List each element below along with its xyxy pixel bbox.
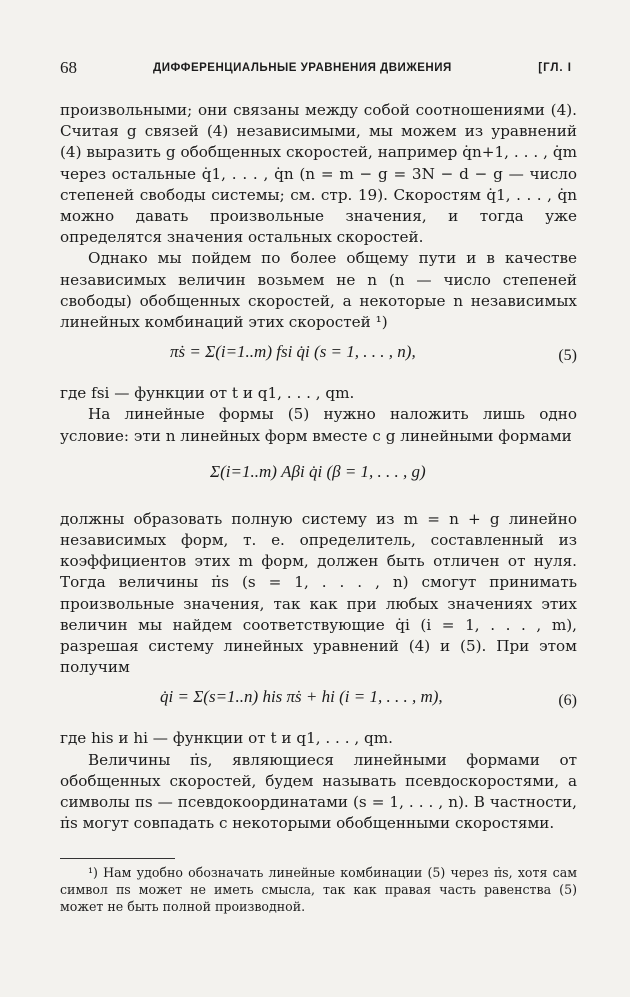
paragraph-1: произвольными; они связаны между собой соотношениями (4). Считая g связей (4) независимыми, мы можем из уравнений (4) выразить g обобщенных скоростей, например q̇n+1, . . . , q̇m через остальные q̇1, . . . , q̇n (n = m − g = 3N − d − g — число степеней свободы системы; см. стр. 19). Скоростям q̇1, . . . , q̇n можно давать произвольные значения, и тогда уже определятся значения остальных скоростей. [60, 101, 577, 247]
footnote-divider [60, 858, 175, 859]
page-number: 68 [60, 58, 77, 77]
paragraph-6: где his и hi — функции от t и q1, . . . , qm. [60, 729, 393, 748]
formula-5-expression: π̇s = Σ(i=1..m) fsi q̇i (s = 1, . . . , n), [170, 342, 416, 362]
formula-constraints-expression: Σ(i=1..m) Aβi q̇i (β = 1, . . . , g) [210, 461, 426, 481]
formula-constraints [60, 447, 577, 509]
paragraph-5: должны образовать полную систему из m = n + g линейно независимых форм, т. е. определитель, составленный из коэффициентов этих m форм, должен быть отличен от нуля. Тогда величины π̇s (s = 1, . . . , n) смогут принимать произвольные значения, так как при любых значениях этих величин мы найдем соответствующие q̇i (i = 1, . . . , m), разрешая систему линейных уравнений (4) и (5). При этом получим [60, 509, 577, 677]
footnote: ¹) Нам удобно обозначать линейные комбинации (5) через π̇s, хотя сам символ πs может не иметь смысла, так как правая часть равенства (5) может не быть полной производной. [60, 865, 577, 914]
formula-6-number: (6) [558, 692, 577, 710]
paragraph-7: Величины π̇s, являющиеся линейными формами от обобщенных скоростей, будем называть псевдоскоростями, а символы πs — псевдокоординатами (s = 1, . . . , n). В частности, π̇s могут совпадать с некоторыми обобщенными скоростями. [60, 750, 577, 833]
formula-5 [60, 333, 577, 383]
formula-6-expression: q̇i = Σ(s=1..n) his π̇s + hi (i = 1, . . . , m), [160, 687, 443, 707]
paragraph-4: На линейные формы (5) нужно наложить лишь одно условие: эти n линейных форм вместе с g линейными формами [60, 405, 577, 445]
formula-5-number: (5) [558, 347, 577, 365]
paragraph-2: Однако мы пойдем по более общему пути и в качестве независимых величин возьмем не n (n — число степеней свободы) обобщенных скоростей, а некоторые n независимых линейных комбинаций этих скоростей ¹) [60, 249, 577, 332]
paragraph-3: где fsi — функции от t и q1, . . . , qm. [60, 384, 355, 403]
running-header [60, 58, 572, 82]
chapter-label: [ГЛ. I [538, 62, 572, 74]
main-text [60, 100, 577, 834]
formula-6 [60, 678, 577, 728]
running-title: ДИФФЕРЕНЦИАЛЬНЫЕ УРАВНЕНИЯ ДВИЖЕНИЯ [153, 62, 452, 74]
